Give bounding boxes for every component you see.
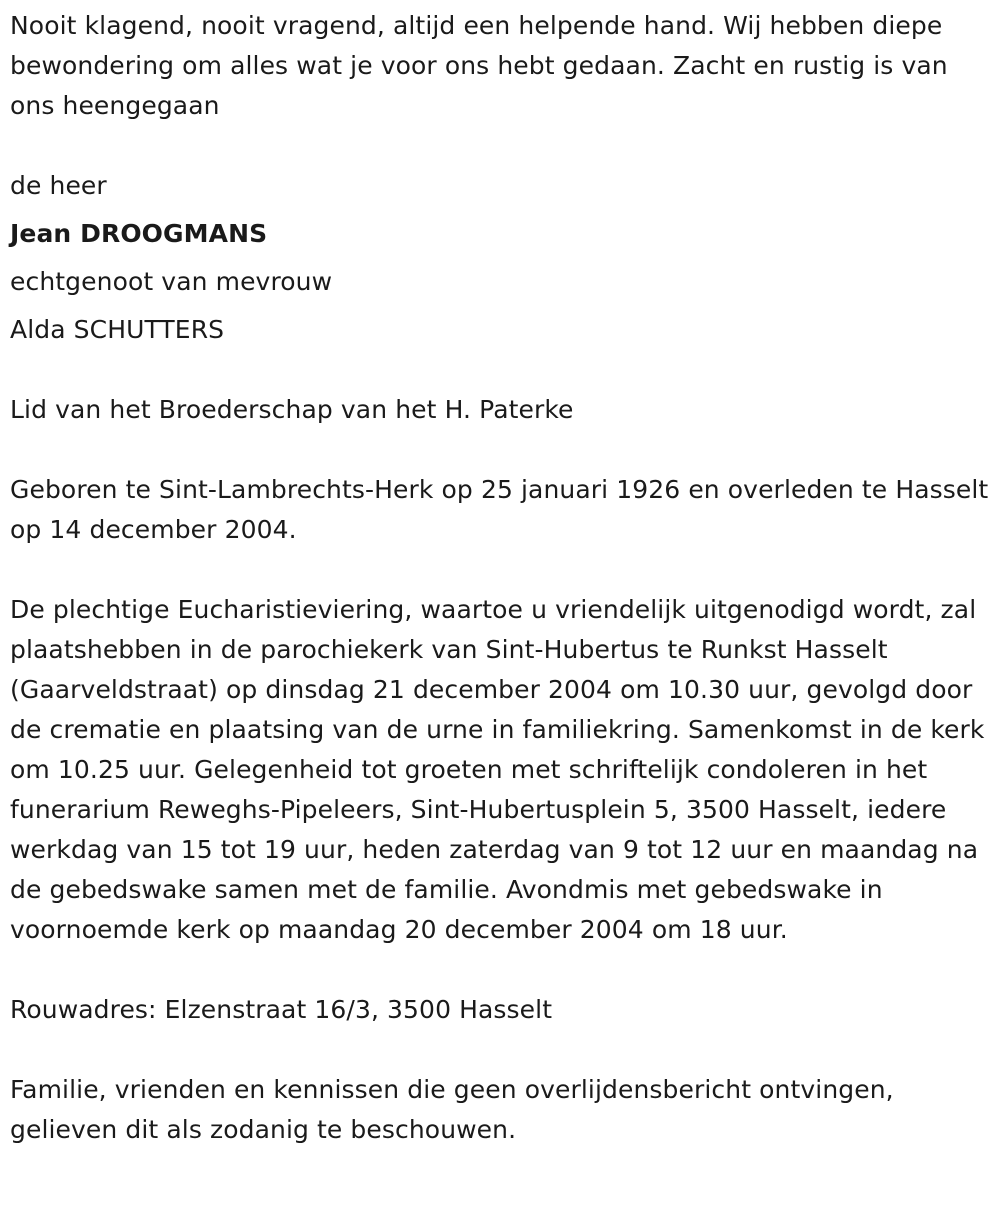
title-prefix: de heer bbox=[10, 171, 107, 200]
closing-text: Familie, vrienden en kennissen die geen overlijdensbericht ontvingen, gelieven dit als zodanig te beschouwen. bbox=[10, 1075, 894, 1144]
intro-text: Nooit klagend, nooit vragend, altijd een helpende hand. Wij hebben diepe bewondering om alles wat je voor ons hebt gedaan. Zacht en rustig is van ons heengegaan bbox=[10, 11, 948, 120]
spacer bbox=[10, 550, 995, 590]
address-text: Rouwadres: Elzenstraat 16/3, 3500 Hasselt bbox=[10, 995, 553, 1024]
spacer bbox=[10, 950, 995, 990]
spacer bbox=[10, 1030, 995, 1070]
spouse-name: Alda SCHUTTERS bbox=[10, 315, 225, 344]
obituary-notice bbox=[10, 6, 995, 1150]
ceremony-text: De plechtige Eucharistieviering, waartoe u vriendelijk uitgenodigd wordt, zal plaatshebben in de parochiekerk van Sint-Hubertus te Runkst Hasselt (Gaarveldstraat) op dinsdag 21 december 2004 om 10.30 uur, gevolgd door de crematie en plaatsing van de urne in familiekring. Samenkomst in de kerk om 10.25 uur. Gelegenheid tot groeten met schriftelijk condoleren in het funerarium Reweghs-Pipeleers, Sint-Hubertusplein 5, 3500 Hasselt, iedere werkdag van 15 tot 19 uur, heden zaterdag van 9 tot 12 uur en maandag na de gebedswake samen met de familie. Avondmis met gebedswake in voornoemde kerk op maandag 20 december 2004 om 18 uur. bbox=[10, 595, 985, 944]
membership-text: Lid van het Broederschap van het H. Paterke bbox=[10, 395, 574, 424]
spacer bbox=[10, 126, 995, 166]
deceased-name: Jean DROOGMANS bbox=[10, 219, 268, 248]
birth-death-text: Geboren te Sint-Lambrechts-Herk op 25 januari 1926 en overleden te Hasselt op 14 december 2004. bbox=[10, 475, 989, 544]
spacer bbox=[10, 430, 995, 470]
relation-text: echtgenoot van mevrouw bbox=[10, 267, 333, 296]
spacer bbox=[10, 350, 995, 390]
